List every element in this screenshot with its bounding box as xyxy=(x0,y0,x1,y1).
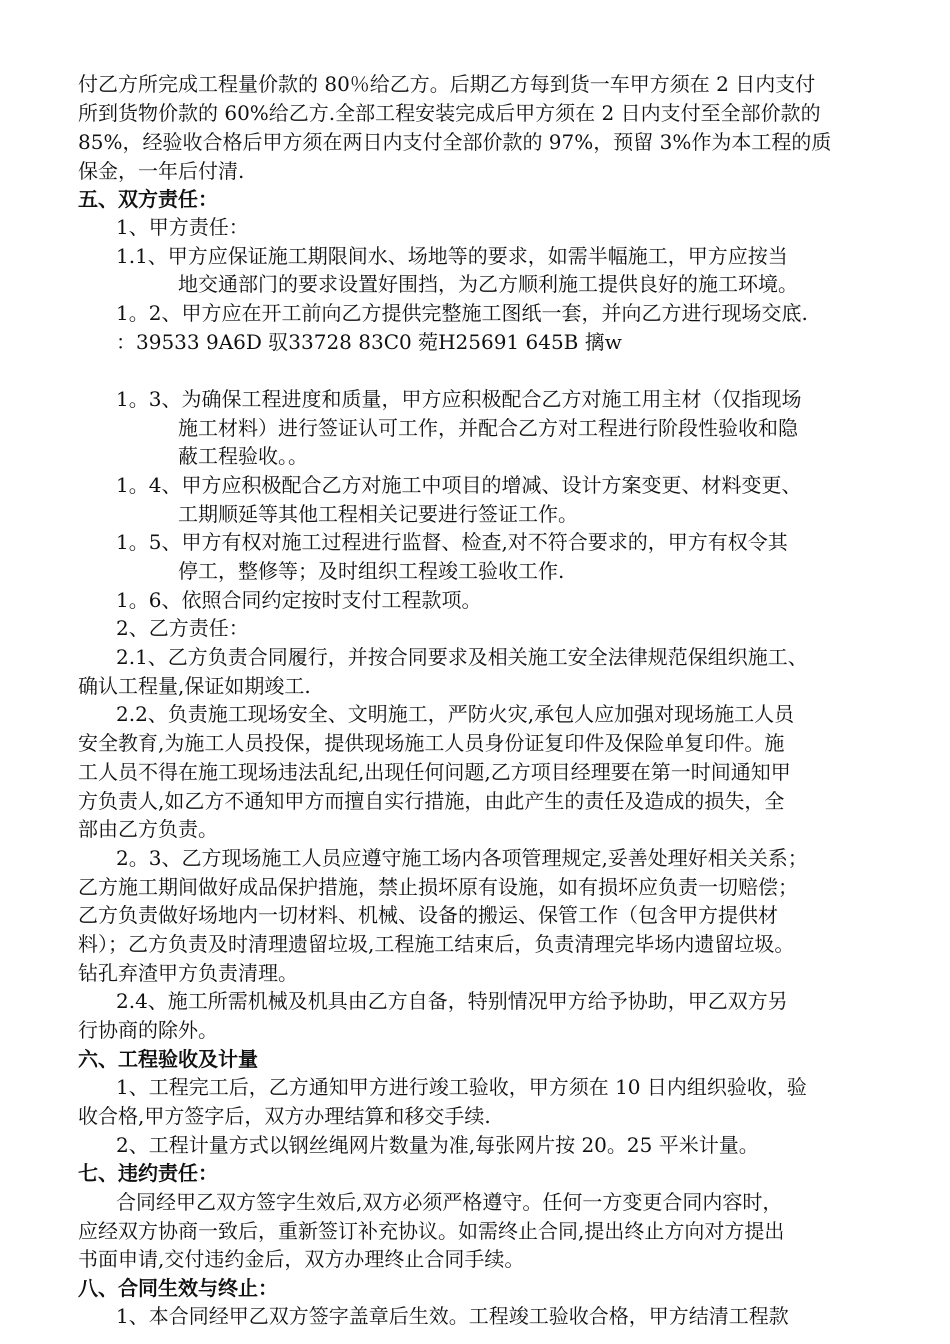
text-line: 部由乙方负责。 xyxy=(78,817,218,841)
section-heading: 五、双方责任： xyxy=(78,187,218,211)
text-line: 1.1、甲方应保证施工期限间水、场地等的要求，如需半幅施工，甲方应按当 xyxy=(116,244,788,268)
text-line: 地交通部门的要求设置好围挡，为乙方顺利施工提供良好的施工环境。 xyxy=(178,272,798,296)
text-line: 保金，一年后付清. xyxy=(78,159,245,183)
text-line: 2、工程计量方式以钢丝绳网片数量为准,每张网片按 20。25 平米计量。 xyxy=(116,1133,759,1157)
text-line: 85%，经验收合格后甲方须在两日内支付全部价款的 97%，预留 3%作为本工程的质 xyxy=(78,130,832,154)
subsection-label: 1、甲方责任： xyxy=(116,215,249,239)
section-heading: 八、合同生效与终止： xyxy=(78,1276,278,1300)
text-line: 1。4、甲方应积极配合乙方对施工中项目的增减、设计方案变更、材料变更、 xyxy=(116,473,802,497)
text-line: 合同经甲乙双方签字生效后,双方必须严格遵守。任何一方变更合同内容时， xyxy=(116,1190,783,1214)
text-line: 工人员不得在施工现场违法乱纪,出现任何问题,乙方项目经理要在第一时间通知甲 xyxy=(78,760,791,784)
text-line: 钻孔弃渣甲方负责清理。 xyxy=(78,961,298,985)
text-line: 付乙方所完成工程量价款的 80％给乙方。后期乙方每到货一车甲方须在 2 日内支付 xyxy=(78,72,816,96)
text-line: 所到货物价款的 60%给乙方.全部工程安装完成后甲方须在 2 日内支付至全部价款的 xyxy=(78,101,821,125)
text-line: 行协商的除外。 xyxy=(78,1018,218,1042)
text-line: 书面申请,交付违约金后，双方办理终止合同手续。 xyxy=(78,1247,525,1271)
section-heading: 七、违约责任： xyxy=(78,1161,218,1185)
text-line: 1。6、依照合同约定按时支付工程款项。 xyxy=(116,588,482,612)
text-line: 蔽工程验收。。 xyxy=(178,444,308,468)
text-line: 乙方负责做好场地内一切材料、机械、设备的搬运、保管工作（包含甲方提供材 xyxy=(78,903,778,927)
text-line: 2。3、乙方现场施工人员应遵守施工场内各项管理规定,妥善处理好相关关系； xyxy=(116,846,808,870)
text-line: 1、本合同经甲乙双方签字盖章后生效。工程竣工验收合格，甲方结清工程款 xyxy=(116,1304,789,1328)
text-line: 安全教育,为施工人员投保，提供现场施工人员身份证复印件及保险单复印件。施 xyxy=(78,731,785,755)
text-line: 停工，整修等；及时组织工程竣工验收工作. xyxy=(178,559,565,583)
text-line: 方负责人,如乙方不通知甲方而擅自实行措施，由此产生的责任及造成的损失，全 xyxy=(78,789,785,813)
text-line: 1、工程完工后，乙方通知甲方进行竣工验收，甲方须在 10 日内组织验收，验 xyxy=(116,1075,807,1099)
text-line: 1。2、甲方应在开工前向乙方提供完整施工图纸一套，并向乙方进行现场交底. xyxy=(116,301,808,325)
section-heading: 六、工程验收及计量 xyxy=(78,1047,258,1071)
text-line: 2.2、负责施工现场安全、文明施工，严防火灾,承包人应加强对现场施工人员 xyxy=(116,702,795,726)
text-line: 1。5、甲方有权对施工过程进行监督、检查,对不符合要求的，甲方有权令其 xyxy=(116,530,788,554)
text-line: 2.4、施工所需机械及机具由乙方自备，特别情况甲方给予协助，甲乙双方另 xyxy=(116,989,788,1013)
text-line: 施工材料）进行签证认可工作，并配合乙方对工程进行阶段性验收和隐 xyxy=(178,416,798,440)
text-line: 2.1、乙方负责合同履行，并按合同要求及相关施工安全法律规范保组织施工、 xyxy=(116,645,808,669)
text-line: 确认工程量,保证如期竣工. xyxy=(78,674,311,698)
text-line: 1。3、为确保工程进度和质量，甲方应积极配合乙方对施工用主材（仅指现场 xyxy=(116,387,802,411)
garbled-text-line: ：39533 9A6D 驭33728 83C0 菀H25691 645B 摛w xyxy=(116,330,622,354)
text-line: 收合格,甲方签字后，双方办理结算和移交手续. xyxy=(78,1104,491,1128)
subsection-label: 2、乙方责任： xyxy=(116,616,249,640)
text-line: 应经双方协商一致后，重新签订补充协议。如需终止合同,提出终止方向对方提出 xyxy=(78,1219,785,1243)
text-line: 料）；乙方负责及时清理遗留垃圾,工程施工结束后，负责清理完毕场内遗留垃圾。 xyxy=(78,932,795,956)
text-line: 工期顺延等其他工程相关记要进行签证工作。 xyxy=(178,502,578,526)
text-line: 乙方施工期间做好成品保护措施，禁止损坏原有设施，如有损坏应负责一切赔偿； xyxy=(78,875,798,899)
